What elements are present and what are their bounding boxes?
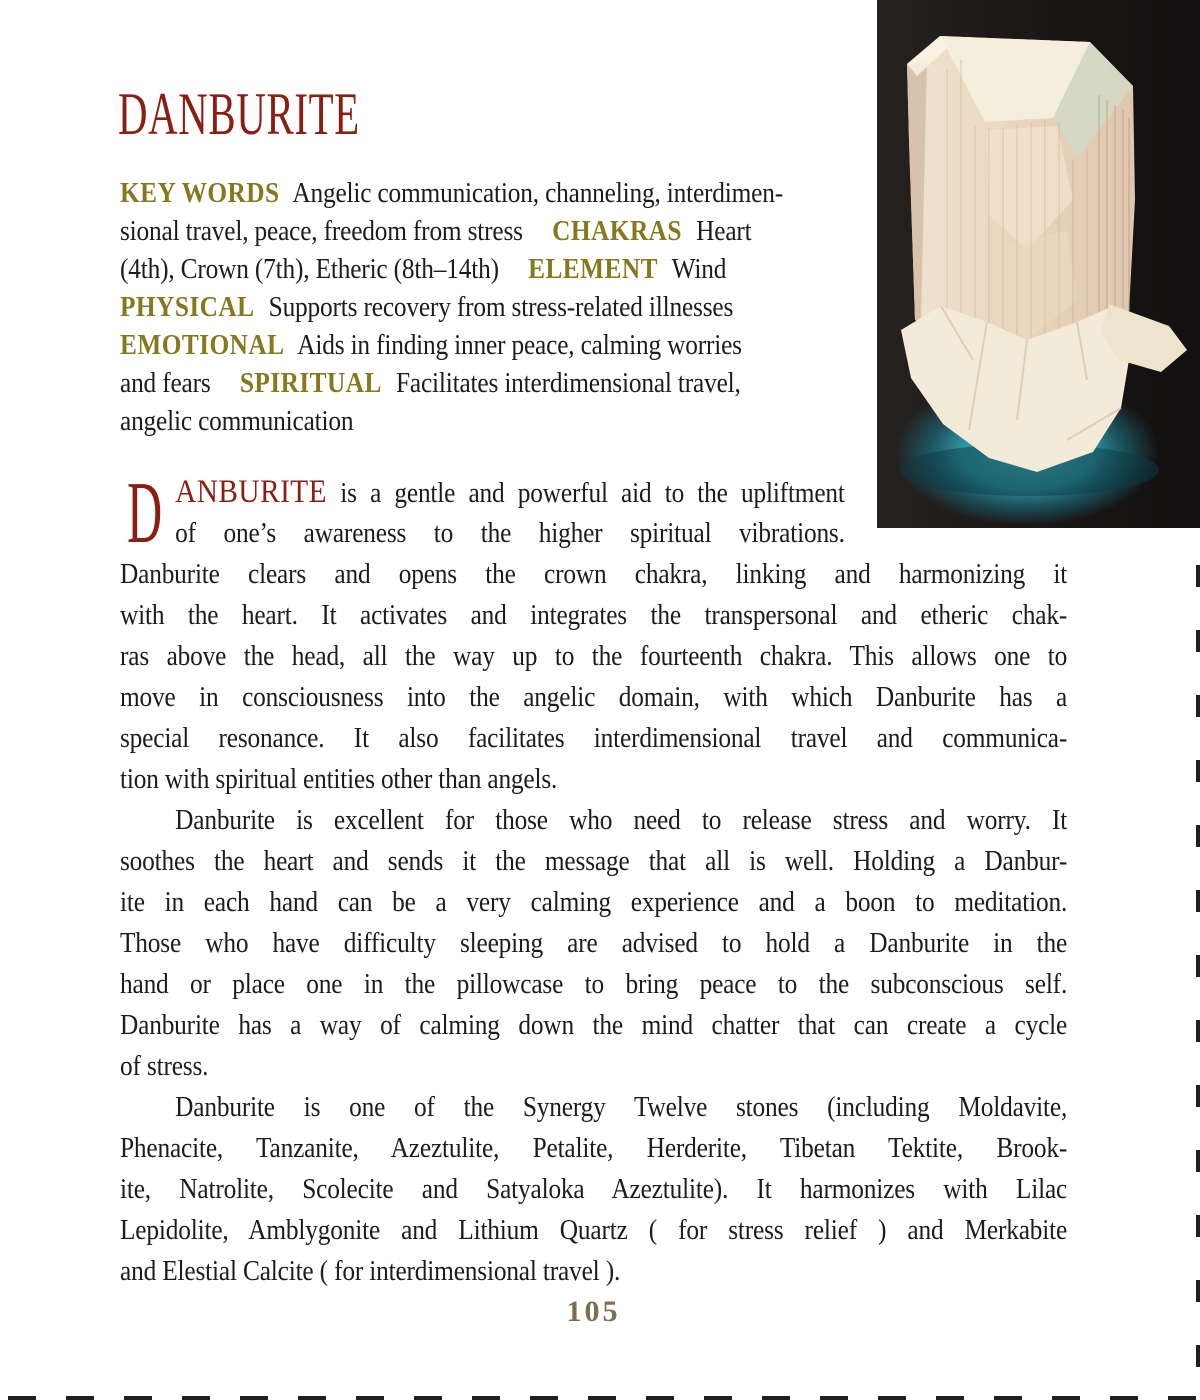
keyword-label-physical: PHYSICAL	[120, 292, 255, 323]
keyword-text: and fears	[120, 368, 211, 399]
keywords-line	[120, 213, 858, 251]
keyword-text: Heart	[696, 216, 752, 247]
body-line: tion with spiritual entities other than angels.	[120, 764, 558, 795]
keyword-text: Aids in finding inner peace, calming worries	[297, 330, 742, 361]
body-line: special resonance. It also facilitates interdimensional travel and communica-	[120, 723, 1068, 754]
body-line: ite, Natrolite, Scolecite and Satyaloka Azeztulite). It harmonizes with Lilac	[120, 1174, 1068, 1205]
body-line: Danburite is excellent for those who need to release stress and worry. It	[175, 805, 1068, 836]
keyword-text: Wind	[671, 254, 727, 285]
body-line: of one’s awareness to the higher spiritual vibrations.	[175, 518, 845, 549]
body-line: of stress.	[120, 1051, 209, 1082]
body-line: ras above the head, all the way up to the fourteenth chakra. This allows one to	[120, 641, 1068, 672]
keyword-label-spiritual: SPIRITUAL	[239, 368, 382, 399]
keywords-block	[120, 175, 858, 441]
keyword-label-emotional: EMOTIONAL	[120, 330, 285, 361]
body-line: and Elestial Calcite ( for interdimensional travel ).	[120, 1256, 621, 1287]
keyword-text: sional travel, peace, freedom from stress	[120, 216, 523, 247]
body-line: Danburite has a way of calming down the mind chatter that can create a cycle	[120, 1010, 1068, 1041]
lead-smallcaps: ANBURITE	[175, 474, 328, 510]
crystal-illustration	[877, 0, 1200, 528]
body-line: hand or place one in the pillowcase to bring peace to the subconscious self.	[120, 969, 1068, 1000]
body-line: with the heart. It activates and integrates the transpersonal and etheric chak-	[120, 600, 1068, 631]
keyword-text: angelic communication	[120, 406, 354, 437]
keyword-label-chakras: CHAKRAS	[552, 216, 682, 247]
body-line: ite in each hand can be a very calming experience and a boon to meditation.	[120, 887, 1068, 918]
drop-cap: D	[127, 465, 163, 562]
body-line: soothes the heart and sends it the message that all is well. Holding a Danbur-	[120, 846, 1068, 877]
keyword-text: Angelic communication, channeling, interdimen-	[292, 178, 783, 209]
body-line	[175, 472, 845, 513]
keywords-line	[120, 289, 858, 327]
keywords-line	[120, 403, 858, 441]
bottom-border-ornament	[0, 1396, 1200, 1400]
keywords-line	[120, 327, 858, 365]
keyword-label-element: ELEMENT	[528, 254, 658, 285]
crystal-photo	[877, 0, 1200, 528]
right-border-ornament	[1196, 565, 1200, 1397]
keyword-text: (4th), Crown (7th), Etheric (8th–14th)	[120, 254, 499, 285]
keywords-line	[120, 365, 858, 403]
keyword-text: Supports recovery from stress-related illnesses	[268, 292, 734, 323]
body-line: Danburite clears and opens the crown chakra, linking and harmonizing it	[120, 559, 1068, 590]
keywords-line	[120, 251, 858, 289]
keyword-text: Facilitates interdimensional travel,	[395, 368, 741, 399]
page-title: DANBURITE	[118, 81, 360, 147]
body-line: Phenacite, Tanzanite, Azeztulite, Petalite, Herderite, Tibetan Tektite, Brook-	[120, 1133, 1068, 1164]
page-number: 105	[566, 1295, 621, 1328]
body-line: Danburite is one of the Synergy Twelve stones (including Moldavite,	[175, 1092, 1068, 1123]
body-line: Lepidolite, Amblygonite and Lithium Quartz ( for stress relief ) and Merkabite	[120, 1215, 1068, 1246]
keywords-line	[120, 175, 858, 213]
body-line: Those who have difficulty sleeping are advised to hold a Danburite in the	[120, 928, 1068, 959]
body-text: is a gentle and powerful aid to the upliftment	[340, 478, 845, 509]
keyword-label-key-words: KEY WORDS	[120, 178, 280, 209]
body-line: move in consciousness into the angelic domain, with which Danburite has a	[120, 682, 1068, 713]
article-body	[120, 465, 1068, 1292]
